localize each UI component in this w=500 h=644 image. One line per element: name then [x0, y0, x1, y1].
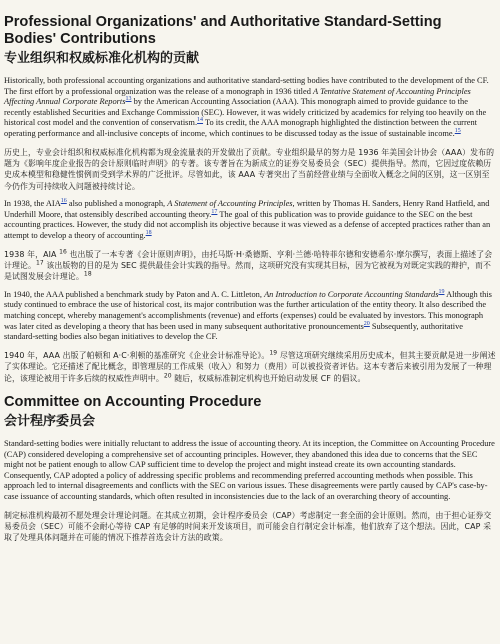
book-title: A Statement of Accounting Principles — [167, 199, 293, 209]
text: 也出版了一本专著《会计原则声明》，由托马斯·H·桑德斯、亨利·兰德·哈特菲尔德和安德希尔·摩尔撰写，表面上描述了会计理论。 — [4, 249, 493, 270]
text: also published a monograph, — [66, 199, 168, 209]
footnote-link[interactable]: 14 — [197, 117, 204, 124]
footnote-link[interactable]: 20 — [363, 320, 370, 327]
text: To its credit, the AAA monograph highlighted the distinction between the current operating performance and all-inclusive concepts of income, which continues to be discussed today as the issue of sustainable income. — [4, 118, 477, 138]
text: Subsequently, authoritative standard-setting bodies also began initiatives to develop the CF. — [4, 321, 463, 342]
paragraph-3-en — [4, 290, 496, 343]
text: In 1940, the AAA published a benchmark study by Paton and A. C. Littleton, — [4, 289, 265, 299]
paragraph-2-zh — [4, 249, 496, 283]
text: , written by Thomas H. Sanders, Henry Rand Hatfield, and Underhill Moore, that ostensibly described accounting theory. — [4, 199, 490, 219]
paragraph-4-en: Standard-setting bodies were initially reluctant to address the issue of accounting theory. At its inception, the Committee on Accounting Procedure (CAP) considered developing a comprehensive set of accounting principles. However, they abandoned this idea due to concerns that the SEC might not be patient enough to allow CAP sufficient time to develop the project and might instead create its own accounting standards. Consequently, CAP adopted a policy of addressing specific problems and recommending preferred accounting methods when possible. This approach led to internal disagreements and conflicts with the SEC on various issues. These disagreements were partly caused by CAP's case-by-case issuance of accounting standards, which often resulted in inconsistencies due to the lack of an overarching theory of accounting. — [4, 438, 495, 501]
section-title-zh: 专业组织和权威标准化机构的贡献 — [4, 51, 200, 66]
book-title: An Introduction to Corporate Accounting Standards — [264, 289, 439, 299]
text: Although this study continued to embrace the use of historical cost, its major contribution was the further articulation of the entity theory. It also described the matching concept, whereby management's accomplishments (revenue) and efforts (expenses) could be evaluated by investors. This monograph was later cited as developing a theory that has been used in many subsequent authoritative pronouncements — [4, 289, 492, 331]
section-professional-organizations — [4, 14, 496, 384]
footnote-mark: 20 — [163, 371, 172, 379]
paragraph-1-zh: 历史上，专业会计组织和权威标准化机构都为现金流量表的开发做出了贡献。专业组织最早的努力是 1936 年美国会计协会（AAA）发布的题为《影响年度企业报告的会计原则临时声明》的专著。该专著旨在为新成立的证券交易委员会（SEC）提供指导。然而，它因过度依赖历史成本模型和稳健性惯例而受到学术界的广泛批评。尽管如此，该 AAA 专著突出了当前经营业绩与全面收入概念之间的区别，这一区别至今仍作为可持续收入问题被持续讨论。 — [4, 147, 495, 191]
paragraph-3-zh — [4, 350, 496, 384]
text: by the American Accounting Association (AAA). This monograph aimed to provide guidance to the recently established Securities and Exchange Commission (SEC). However, it was widely criticized by academics for relying too heavily on the historical cost model and the convention of conservatism. — [4, 97, 487, 128]
footnote-link[interactable]: 18 — [145, 230, 152, 237]
paragraph-2-en — [4, 199, 496, 241]
footnote-mark: 19 — [269, 349, 278, 357]
text: Historically, both professional accounting organizations and authoritative standard-setting bodies have contributed to the development of the CF. The first effort by a professional organization was the release of a monograph in 1936 titled — [4, 76, 489, 96]
footnote-link[interactable]: 19 — [438, 288, 445, 295]
section-title-zh: 会计程序委员会 — [4, 413, 96, 429]
text: In 1938, the AIA — [4, 199, 61, 209]
text: 1940 年，AAA 出版了帕顿和 A·C·利顿的基准研究《企业会计标准导论》。 — [4, 350, 270, 360]
footnote-mark: 17 — [35, 259, 44, 267]
footnote-link[interactable]: 16 — [60, 198, 67, 205]
footnote-mark: 16 — [59, 247, 67, 255]
paragraph-4-zh: 制定标准机构最初不愿处理会计理论问题。在其成立初期，会计程序委员会（CAP）考虑制定一套全面的会计原则。然而，由于担心证券交易委员会（SEC）可能不会耐心等待 CAP 有足够的时间来开发该项目，而可能会自行制定会计标准，他们放弃了这个想法。因此，CAP 采取了处理具体问题并在可能的情况下推荐首选会计方法的政策。 — [4, 510, 492, 543]
footnote-link[interactable]: 17 — [211, 208, 218, 215]
book-title: A Tentative Statement of Accounting Principles Affecting Annual Corporate Reports — [4, 86, 471, 107]
text: 随后，权威标准制定机构也开始启动发展 CF 的倡议。 — [171, 373, 366, 383]
section-title-en: Professional Organizations' and Authoritative Standard-Setting Bodies' Contributions — [4, 14, 442, 47]
text: 尽管这项研究继续采用历史成本，但其主要贡献是进一步阐述了实体理论。它还描述了配比概念，即管理层的工作成果（收入）和努力（费用）可以被投资者评估。这本专著后来被引用为发展了一种理论，该理论被用于许多后续的权威性声明中。 — [4, 350, 496, 383]
footnote-link[interactable]: 13 — [125, 96, 132, 103]
text: 该出版物的目的是为 SEC 提供最佳会计实践的指导。然而，这项研究没有实现其目标，因为它被视为对既定实践的辩护，而不是试图发展会计理论。 — [4, 260, 491, 282]
section-title-en: Committee on Accounting Procedure — [4, 393, 262, 410]
paragraph-1-en — [4, 76, 496, 140]
text: The goal of this publication was to provide guidance to the SEC on the best accounting practices. However, the study did not accomplish its objective because it was viewed as a defense of accepted practices rather than an attempt to develop a theory of accounting. — [4, 209, 491, 240]
text: 1938 年，AIA — [4, 249, 60, 259]
footnote-link[interactable]: 15 — [454, 128, 461, 135]
section-committee-accounting-procedure — [4, 394, 496, 544]
footnote-mark: 18 — [83, 270, 92, 278]
